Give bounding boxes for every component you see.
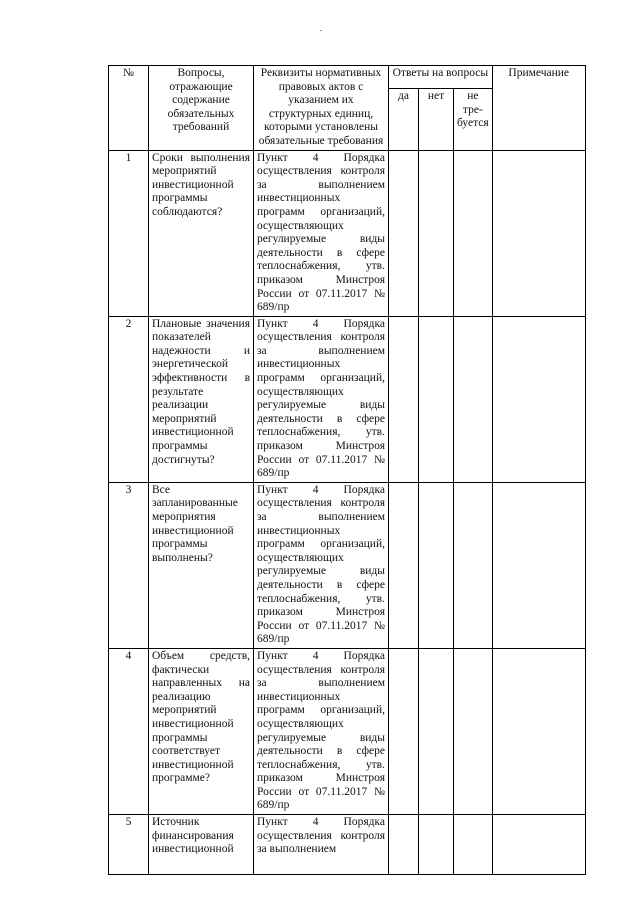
note-cell[interactable] xyxy=(492,150,585,316)
row-number: 5 xyxy=(109,815,149,875)
note-cell[interactable] xyxy=(492,482,585,648)
checklist-table xyxy=(108,65,586,875)
header-answers: Ответы на вопросы xyxy=(389,66,493,89)
scan-mark xyxy=(320,30,322,31)
table-row xyxy=(109,648,586,814)
answer-not-required-cell[interactable] xyxy=(454,815,493,875)
answer-no-cell[interactable] xyxy=(419,482,454,648)
row-question: Источник финансирования инвестиционной xyxy=(149,815,254,875)
header-requisites: Реквизиты нормативных правовых актов с указанием их структурных единиц, которыми установлены обязательные требования xyxy=(254,66,389,151)
row-requisite: Пункт 4 Порядка осуществления контроля за выполнением инвестиционных программ организаций, осуществляющих регулируемые виды деятельности в сфере теплоснабжения, утв. приказом Минстроя России от 07.11.2017 № 689/пр xyxy=(254,316,389,482)
row-requisite: Пункт 4 Порядка осуществления контроля за выполнением xyxy=(254,815,389,875)
row-number: 3 xyxy=(109,482,149,648)
row-question: Сроки выполнения мероприятий инвестиционной программы соблюдаются? xyxy=(149,150,254,316)
row-question: Все запланированные мероприятия инвестиционной программы выполнены? xyxy=(149,482,254,648)
header-no: нет xyxy=(419,89,454,150)
header-note: Примечание xyxy=(492,66,585,151)
row-requisite: Пункт 4 Порядка осуществления контроля за выполнением инвестиционных программ организаций, осуществляющих регулируемые виды деятельности в сфере теплоснабжения, утв. приказом Минстроя России от 07.11.2017 № 689/пр xyxy=(254,150,389,316)
answer-no-cell[interactable] xyxy=(419,150,454,316)
answer-no-cell[interactable] xyxy=(419,648,454,814)
answer-not-required-cell[interactable] xyxy=(454,482,493,648)
table-row xyxy=(109,150,586,316)
row-requisite: Пункт 4 Порядка осуществления контроля за выполнением инвестиционных программ организаций, осуществляющих регулируемые виды деятельности в сфере теплоснабжения, утв. приказом Минстроя России от 07.11.2017 № 689/пр xyxy=(254,482,389,648)
table-row xyxy=(109,482,586,648)
answer-yes-cell[interactable] xyxy=(389,482,419,648)
answer-no-cell[interactable] xyxy=(419,815,454,875)
note-cell[interactable] xyxy=(492,648,585,814)
row-number: 2 xyxy=(109,316,149,482)
row-requisite: Пункт 4 Порядка осуществления контроля за выполнением инвестиционных программ организаций, осуществляющих регулируемые виды деятельности в сфере теплоснабжения, утв. приказом Минстроя России от 07.11.2017 № 689/пр xyxy=(254,648,389,814)
row-number: 1 xyxy=(109,150,149,316)
header-not-required: не тре-буется xyxy=(454,89,493,150)
answer-yes-cell[interactable] xyxy=(389,815,419,875)
answer-yes-cell[interactable] xyxy=(389,150,419,316)
answer-yes-cell[interactable] xyxy=(389,648,419,814)
row-question: Плановые значения показателей надежности и энергетической эффективности в результате реализации мероприятий инвестиционной программы достигнуты? xyxy=(149,316,254,482)
note-cell[interactable] xyxy=(492,815,585,875)
table-row xyxy=(109,316,586,482)
row-number: 4 xyxy=(109,648,149,814)
header-yes: да xyxy=(389,89,419,150)
table-row xyxy=(109,815,586,875)
header-questions: Вопросы, отражающие содержание обязательных требований xyxy=(149,66,254,151)
header-row xyxy=(109,66,586,89)
row-question: Объем средств, фактически направленных на реализацию мероприятий инвестиционной программы соответствует инвестиционной программе? xyxy=(149,648,254,814)
note-cell[interactable] xyxy=(492,316,585,482)
answer-no-cell[interactable] xyxy=(419,316,454,482)
answer-not-required-cell[interactable] xyxy=(454,316,493,482)
header-number: № xyxy=(109,66,149,151)
answer-not-required-cell[interactable] xyxy=(454,648,493,814)
answer-not-required-cell[interactable] xyxy=(454,150,493,316)
answer-yes-cell[interactable] xyxy=(389,316,419,482)
